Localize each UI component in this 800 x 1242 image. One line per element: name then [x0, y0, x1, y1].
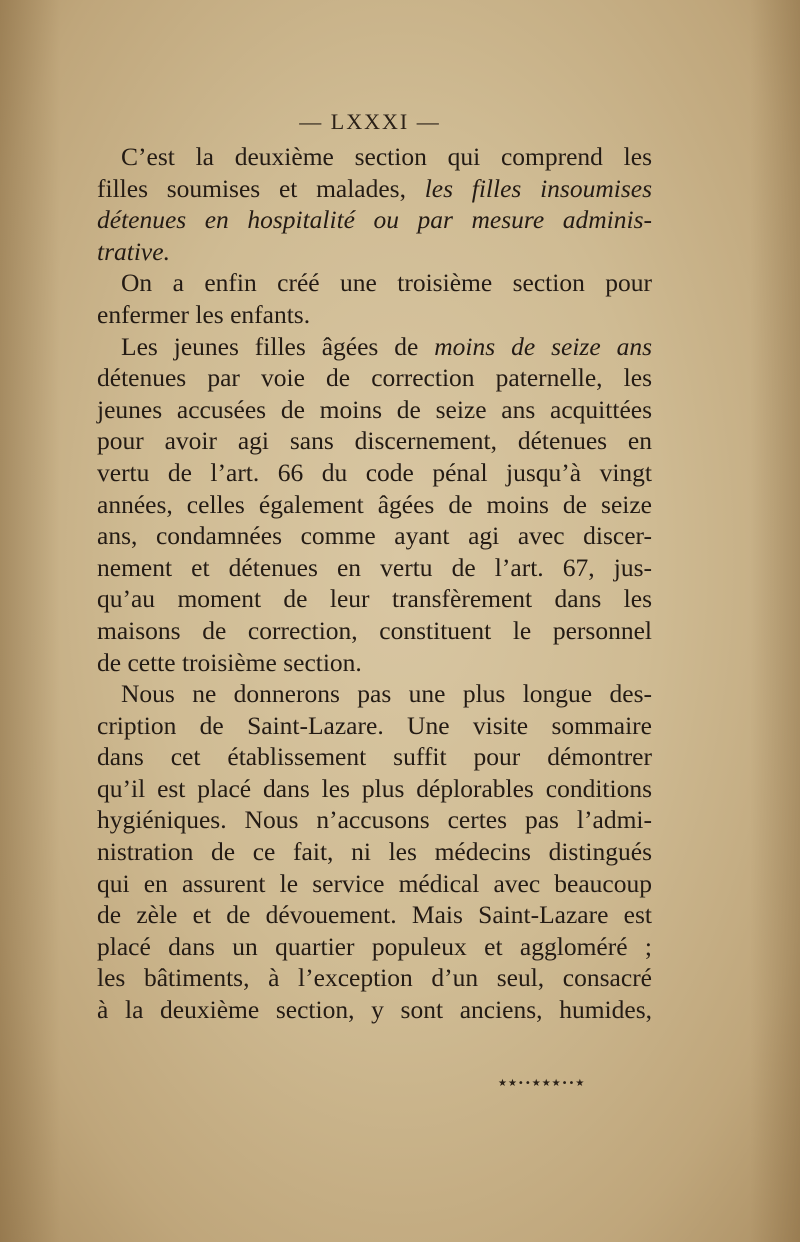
- text-line: [97, 994, 652, 1026]
- text-line: [97, 615, 652, 647]
- text-line: [97, 710, 652, 742]
- text-line: [97, 141, 652, 173]
- text-line: [97, 804, 652, 836]
- roman-text: nement et détenues en vertu de l’art. 67, jus-: [97, 552, 652, 582]
- text-line: [97, 899, 652, 931]
- roman-text: qu’au moment de leur transfèrement dans les: [97, 584, 652, 614]
- roman-text: qui en assurent le service médical avec beaucoup: [97, 868, 652, 898]
- text-line: [97, 425, 652, 457]
- italic-text: les filles insoumises: [424, 173, 652, 203]
- roman-text: C’est la deuxième section qui comprend les: [121, 142, 652, 171]
- text-line: [97, 489, 652, 521]
- text-line: [97, 362, 652, 394]
- body-text: [97, 141, 652, 1026]
- text-line: [97, 678, 652, 710]
- text-line: [97, 520, 652, 552]
- roman-text: filles soumises et malades,: [97, 173, 425, 203]
- page-shadow-left: [0, 0, 60, 1242]
- roman-text: les bâtiments, à l’exception d’un seul, consacré: [97, 963, 652, 993]
- roman-text: ans, condamnées comme ayant agi avec discer-: [97, 521, 652, 551]
- text-line: [97, 299, 652, 331]
- text-line: [97, 836, 652, 868]
- roman-text: de zèle et de dévouement. Mais Saint-Lazare est: [97, 900, 652, 930]
- text-line: [97, 394, 652, 426]
- roman-text: qu’il est placé dans les plus déplorables conditions: [97, 773, 652, 803]
- roman-text: maisons de correction, constituent le personnel: [97, 615, 652, 645]
- text-line: [97, 931, 652, 963]
- roman-text: années, celles également âgées de moins de seize: [97, 489, 652, 519]
- text-line: [97, 331, 652, 363]
- roman-text: pour avoir agi sans discernement, détenues en: [97, 426, 652, 456]
- printer-signature-mark: ★★••★★★••★: [498, 1078, 586, 1089]
- italic-text: trative.: [97, 236, 170, 266]
- roman-text: dans cet établissement suffit pour démontrer: [97, 742, 652, 772]
- text-line: [97, 962, 652, 994]
- roman-text: nistration de ce fait, ni les médecins distingués: [97, 837, 652, 867]
- page-number-header: — LXXXI —: [299, 109, 441, 134]
- text-line: [97, 583, 652, 615]
- roman-text: On a enfin créé une troisième section pour: [121, 268, 652, 298]
- roman-text: hygiéniques. Nous n’accusons certes pas l’admi-: [97, 805, 652, 835]
- text-line: [97, 868, 652, 900]
- text-line: [97, 457, 652, 489]
- text-line: [97, 552, 652, 584]
- text-line: [97, 267, 652, 299]
- roman-text: cription de Saint-Lazare. Une visite sommaire: [97, 710, 652, 740]
- text-line: [97, 773, 652, 805]
- italic-text: détenues en hospitalité ou par mesure adminis-: [97, 205, 652, 235]
- page-shadow-right: [750, 0, 800, 1242]
- roman-text: Nous ne donnerons pas une plus longue des-: [121, 679, 652, 709]
- text-line: [97, 236, 652, 268]
- text-line: [97, 741, 652, 773]
- roman-text: placé dans un quartier populeux et aggloméré ;: [97, 931, 652, 961]
- roman-text: à la deuxième section, y sont anciens, humides,: [97, 995, 652, 1025]
- roman-text: enfermer les enfants.: [97, 299, 311, 329]
- roman-text: Les jeunes filles âgées de: [121, 331, 435, 361]
- roman-text: de cette troisième section.: [97, 647, 362, 677]
- text-line: [97, 647, 652, 679]
- text-line: [97, 173, 652, 205]
- roman-text: vertu de l’art. 66 du code pénal jusqu’à vingt: [97, 457, 652, 487]
- italic-text: moins de seize ans: [434, 331, 652, 361]
- text-line: [97, 204, 652, 236]
- roman-text: jeunes accusées de moins de seize ans acquittées: [97, 394, 652, 424]
- roman-text: détenues par voie de correction paternelle, les: [97, 363, 652, 393]
